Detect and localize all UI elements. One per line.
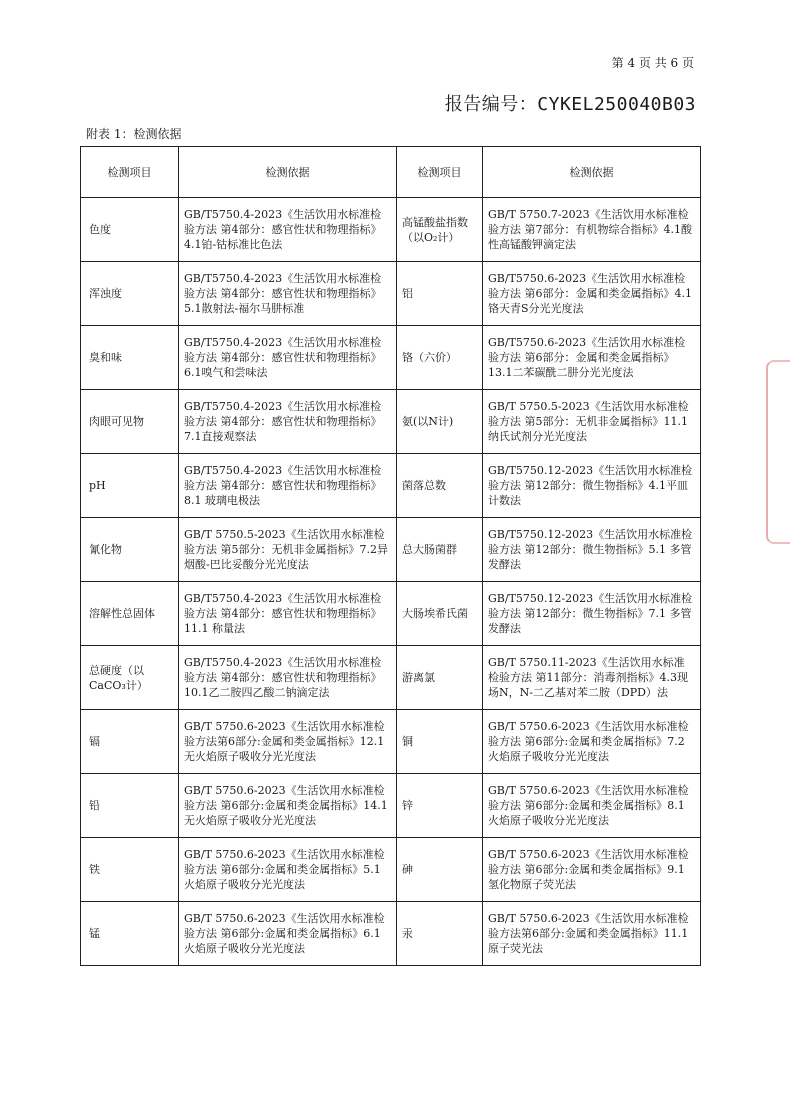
test-item-cell: 镉	[81, 710, 179, 774]
test-item-cell: 铅	[81, 774, 179, 838]
table-body	[81, 198, 701, 966]
header-item-2: 检测项目	[397, 147, 483, 198]
test-item-cell: 锰	[81, 902, 179, 966]
test-basis-cell: GB/T5750.6-2023《生活饮用水标准检验方法 第6部分：金属和类金属指标》4.1铬天青S分光光度法	[483, 262, 701, 326]
table-row	[81, 774, 701, 838]
table-row	[81, 646, 701, 710]
test-item-cell: 游离氯	[397, 646, 483, 710]
test-basis-cell: GB/T5750.4-2023《生活饮用水标准检验方法 第4部分：感官性状和物理指标》5.1散射法-福尔马肼标准	[179, 262, 397, 326]
table-row	[81, 710, 701, 774]
test-basis-cell: GB/T 5750.6-2023《生活饮用水标准检验方法 第6部分:金属和类金属指标》5.1 火焰原子吸收分光光度法	[179, 838, 397, 902]
test-basis-cell: GB/T5750.12-2023《生活饮用水标准检验方法 第12部分：微生物指标》4.1平皿计数法	[483, 454, 701, 518]
test-basis-cell: GB/T 5750.5-2023《生活饮用水标准检验方法 第5部分：无机非金属指标》11.1 纳氏试剂分光光度法	[483, 390, 701, 454]
test-basis-cell: GB/T 5750.6-2023《生活饮用水标准检验方法 第6部分:金属和类金属指标》7.2 火焰原子吸收分光光度法	[483, 710, 701, 774]
test-basis-cell: GB/T 5750.6-2023《生活饮用水标准检验方法第6部分:金属和类金属指标》11.1 原子荧光法	[483, 902, 701, 966]
test-basis-cell: GB/T5750.4-2023《生活饮用水标准检验方法 第4部分：感官性状和物理指标》7.1直接观察法	[179, 390, 397, 454]
test-basis-cell: GB/T 5750.11-2023《生活饮用水标准检验方法 第11部分：消毒剂指标》4.3现场N，N-二乙基对苯二胺（DPD）法	[483, 646, 701, 710]
test-item-cell: 砷	[397, 838, 483, 902]
test-item-cell: 铬（六价）	[397, 326, 483, 390]
test-basis-cell: GB/T5750.4-2023《生活饮用水标准检验方法 第4部分：感官性状和物理指标》6.1嗅气和尝味法	[179, 326, 397, 390]
test-item-cell: 氰化物	[81, 518, 179, 582]
header-basis-2: 检测依据	[483, 147, 701, 198]
header-basis-1: 检测依据	[179, 147, 397, 198]
table-row	[81, 838, 701, 902]
test-basis-cell: GB/T5750.12-2023《生活饮用水标准检验方法 第12部分：微生物指标》7.1 多管发酵法	[483, 582, 701, 646]
test-item-cell: 臭和味	[81, 326, 179, 390]
test-item-cell: 总硬度（以CaCO₃计）	[81, 646, 179, 710]
seal-stamp	[766, 360, 790, 544]
table-row	[81, 582, 701, 646]
detection-basis-table	[80, 146, 701, 966]
report-number: 报告编号：CYKEL250040B03	[444, 94, 696, 115]
test-item-cell: 大肠埃希氏菌	[397, 582, 483, 646]
test-item-cell: 色度	[81, 198, 179, 262]
table-row	[81, 198, 701, 262]
table-row	[81, 326, 701, 390]
test-item-cell: 菌落总数	[397, 454, 483, 518]
test-basis-cell: GB/T 5750.6-2023《生活饮用水标准检验方法第6部分:金属和类金属指标》12.1 无火焰原子吸收分光光度法	[179, 710, 397, 774]
test-basis-cell: GB/T5750.4-2023《生活饮用水标准检验方法 第4部分：感官性状和物理指标》10.1乙二胺四乙酸二钠滴定法	[179, 646, 397, 710]
table-row	[81, 390, 701, 454]
table-caption: 附表 1：检测依据	[86, 127, 182, 141]
test-basis-cell: GB/T5750.12-2023《生活饮用水标准检验方法 第12部分：微生物指标》5.1 多管发酵法	[483, 518, 701, 582]
test-basis-cell: GB/T 5750.5-2023《生活饮用水标准检验方法 第5部分：无机非金属指标》7.2异烟酸-巴比妥酸分光光度法	[179, 518, 397, 582]
table-row	[81, 262, 701, 326]
test-item-cell: 高锰酸盐指数（以O₂计）	[397, 198, 483, 262]
test-item-cell: 铜	[397, 710, 483, 774]
test-item-cell: 浑浊度	[81, 262, 179, 326]
test-basis-cell: GB/T 5750.7-2023《生活饮用水标准检验方法 第7部分：有机物综合指标》4.1酸性高锰酸钾滴定法	[483, 198, 701, 262]
test-basis-cell: GB/T 5750.6-2023《生活饮用水标准检验方法 第6部分:金属和类金属指标》9.1 氢化物原子荧光法	[483, 838, 701, 902]
test-item-cell: 氨(以N计)	[397, 390, 483, 454]
test-basis-cell: GB/T 5750.6-2023《生活饮用水标准检验方法 第6部分:金属和类金属指标》8.1 火焰原子吸收分光光度法	[483, 774, 701, 838]
header-item-1: 检测项目	[81, 147, 179, 198]
test-basis-cell: GB/T 5750.6-2023《生活饮用水标准检验方法 第6部分:金属和类金属指标》6.1火焰原子吸收分光光度法	[179, 902, 397, 966]
test-item-cell: 肉眼可见物	[81, 390, 179, 454]
test-item-cell: pH	[81, 454, 179, 518]
test-item-cell: 总大肠菌群	[397, 518, 483, 582]
test-item-cell: 锌	[397, 774, 483, 838]
page-number: 第 4 页 共 6 页	[611, 56, 694, 70]
test-basis-cell: GB/T5750.4-2023《生活饮用水标准检验方法 第4部分：感官性状和物理指标》8.1 玻璃电极法	[179, 454, 397, 518]
table-row	[81, 454, 701, 518]
test-basis-cell: GB/T5750.4-2023《生活饮用水标准检验方法 第4部分：感官性状和物理指标》4.1铂-钴标准比色法	[179, 198, 397, 262]
table-header-row	[81, 147, 701, 198]
test-item-cell: 汞	[397, 902, 483, 966]
table-row	[81, 518, 701, 582]
test-basis-cell: GB/T 5750.6-2023《生活饮用水标准检验方法 第6部分:金属和类金属指标》14.1 无火焰原子吸收分光光度法	[179, 774, 397, 838]
table-row	[81, 902, 701, 966]
test-item-cell: 溶解性总固体	[81, 582, 179, 646]
test-basis-cell: GB/T5750.6-2023《生活饮用水标准检验方法 第6部分：金属和类金属指标》13.1二苯碳酰二肼分光光度法	[483, 326, 701, 390]
test-basis-cell: GB/T5750.4-2023《生活饮用水标准检验方法 第4部分：感官性状和物理指标》11.1 称量法	[179, 582, 397, 646]
test-item-cell: 铝	[397, 262, 483, 326]
test-item-cell: 铁	[81, 838, 179, 902]
